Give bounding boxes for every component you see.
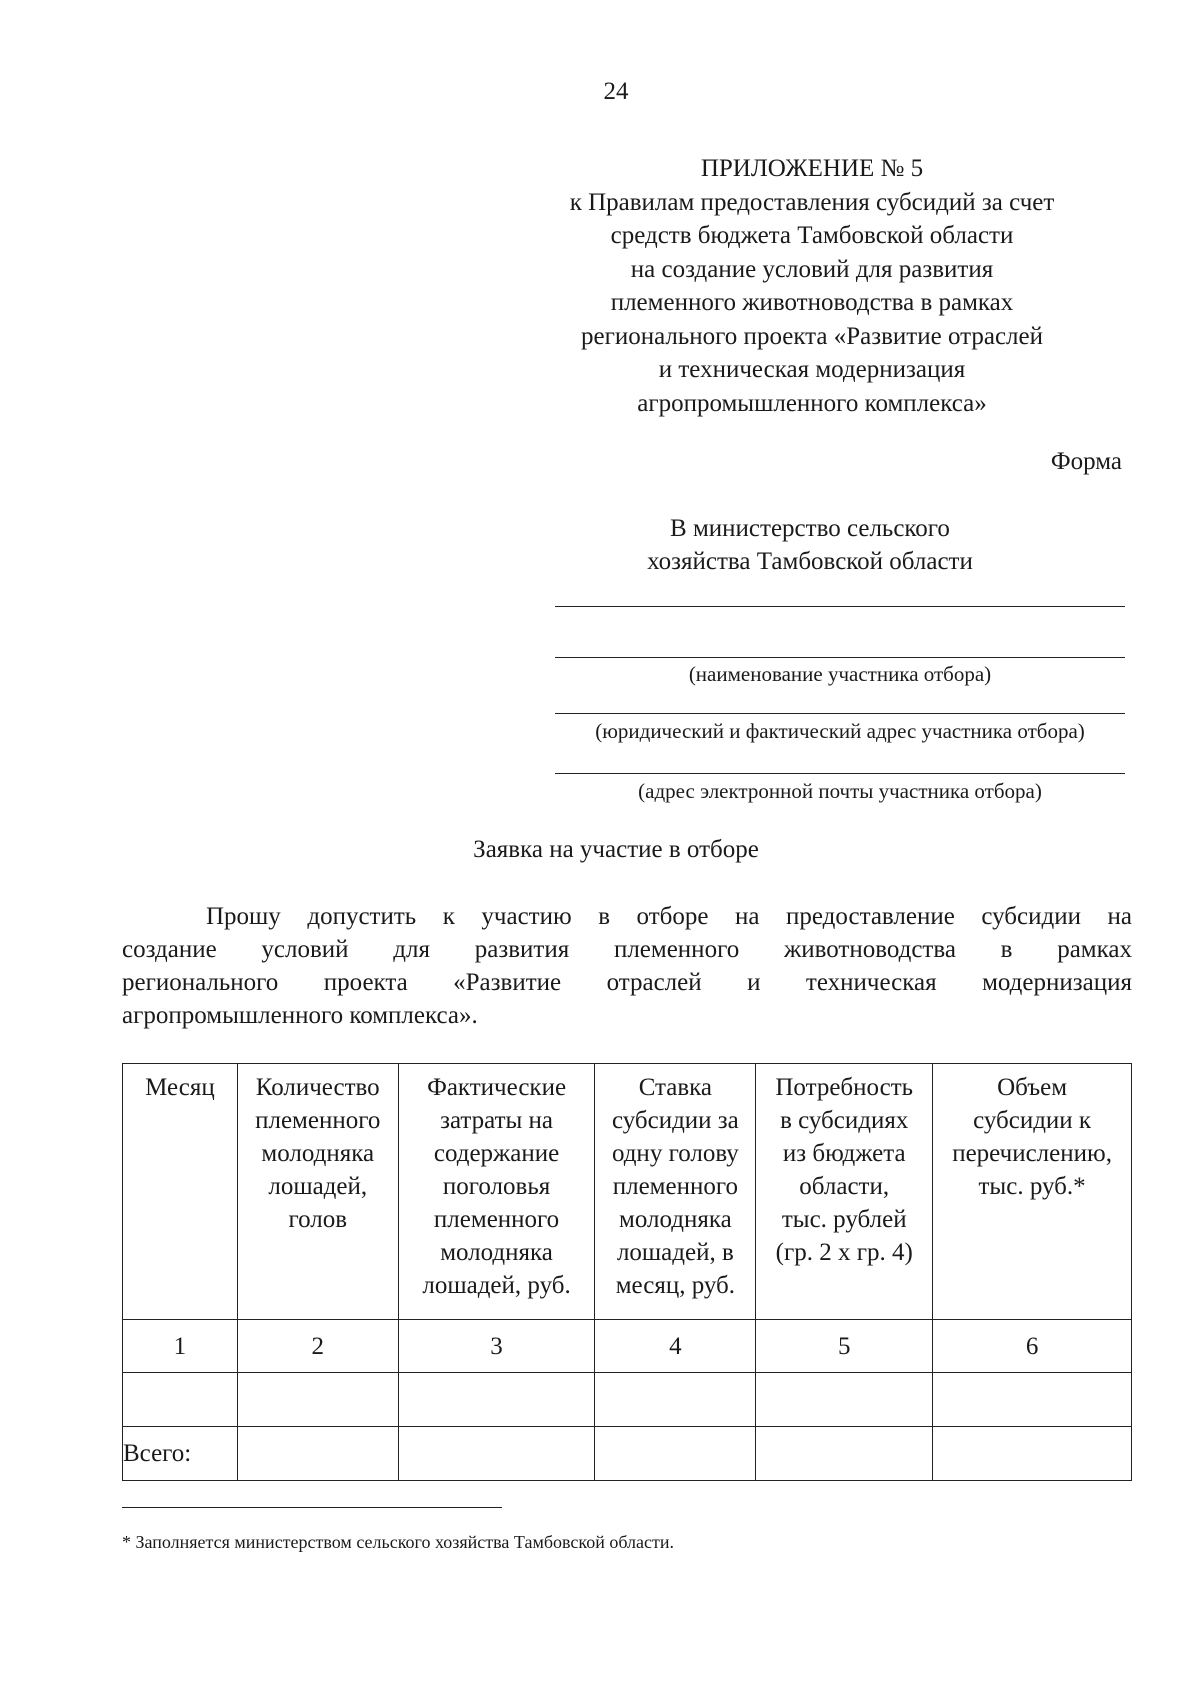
column-number: 6 xyxy=(933,1320,1132,1373)
input-cell-subsidy-rate[interactable] xyxy=(595,1373,756,1427)
total-cell-subsidy-rate[interactable] xyxy=(595,1427,756,1481)
total-label: Всего: xyxy=(123,1427,238,1481)
fill-line-address[interactable] xyxy=(555,713,1125,714)
caption-participant-name: (наименование участника отбора) xyxy=(688,662,992,686)
total-cell-quantity[interactable] xyxy=(237,1427,398,1481)
appendix-line: регионального проекта «Развитие отраслей xyxy=(581,322,1043,350)
appendix-heading xyxy=(548,152,1076,420)
total-cell-subsidy-amount[interactable] xyxy=(933,1427,1132,1481)
subsidy-table xyxy=(122,1063,1132,1481)
caption-participant-email: (адрес электронной почты участника отбора) xyxy=(638,779,1042,803)
footnote: * Заполняется министерством сельского хозяйства Тамбовской области. xyxy=(122,1532,675,1552)
appendix-line: и техническая модернизация xyxy=(658,356,966,383)
appendix-line: на создание условий для развития xyxy=(630,255,994,283)
fill-line-name-2[interactable] xyxy=(555,657,1125,658)
column-number: 2 xyxy=(237,1320,398,1373)
input-cell-month[interactable] xyxy=(123,1373,238,1427)
input-cell-quantity[interactable] xyxy=(237,1373,398,1427)
footnote-divider xyxy=(122,1507,502,1508)
appendix-line: средств бюджета Тамбовской области xyxy=(610,222,1014,249)
caption-participant-address: (юридический и фактический адрес участника отбора) xyxy=(595,719,1085,743)
appendix-line: племенного животноводства в рамках xyxy=(610,289,1014,316)
column-number: 3 xyxy=(398,1320,595,1373)
table-header-row xyxy=(123,1064,1132,1320)
header-month: Месяц xyxy=(123,1064,238,1320)
total-cell-subsidy-need[interactable] xyxy=(756,1427,933,1481)
header-actual-costs: Фактические затраты на содержание поголовья племенного молодняка лошадей, руб. xyxy=(398,1064,595,1320)
column-number: 4 xyxy=(595,1320,756,1373)
paragraph-line: Прошу допустить к участию в отборе на предоставление субсидии на xyxy=(206,903,1132,930)
appendix-line: агропромышленного комплекса» xyxy=(637,389,987,417)
fill-line-name-1[interactable] xyxy=(555,606,1125,607)
request-paragraph xyxy=(122,900,1132,1032)
header-subsidy-amount: Объем субсидии к перечислению, тыс. руб.* xyxy=(933,1064,1132,1320)
input-cell-actual-costs[interactable] xyxy=(398,1373,595,1427)
paragraph-line: регионального проекта «Развитие отраслей и техническая модернизация xyxy=(122,969,1132,996)
page-number: 24 xyxy=(603,78,629,105)
addressee-line: В министерство сельского xyxy=(670,515,950,542)
input-cell-subsidy-need[interactable] xyxy=(756,1373,933,1427)
addressee xyxy=(560,512,1060,578)
form-label: Форма xyxy=(1050,448,1122,475)
header-quantity: Количество племенного молодняка лошадей, голов xyxy=(237,1064,398,1320)
paragraph-line: агропромышленного комплекса». xyxy=(122,1002,478,1029)
paragraph-line: создание условий для развития племенного животноводства в рамках xyxy=(122,936,1132,963)
appendix-line: к Правилам предоставления субсидий за счет xyxy=(569,188,1055,216)
total-cell-actual-costs[interactable] xyxy=(398,1427,595,1481)
column-number: 5 xyxy=(756,1320,933,1373)
header-subsidy-rate: Ставка субсидии за одну голову племенного молодняка лошадей, в месяц, руб. xyxy=(595,1064,756,1320)
column-number: 1 xyxy=(123,1320,238,1373)
document-title: Заявка на участие в отборе xyxy=(473,836,759,863)
input-cell-subsidy-amount[interactable] xyxy=(933,1373,1132,1427)
fill-line-email[interactable] xyxy=(555,773,1125,774)
table-row xyxy=(123,1373,1132,1427)
header-subsidy-need: Потребность в субсидиях из бюджета области, тыс. рублей (гр. 2 x гр. 4) xyxy=(756,1064,933,1320)
appendix-title: ПРИЛОЖЕНИЕ № 5 xyxy=(700,155,924,182)
column-number-row xyxy=(123,1320,1132,1373)
addressee-line: хозяйства Тамбовской области xyxy=(647,548,973,575)
total-row xyxy=(123,1427,1132,1481)
